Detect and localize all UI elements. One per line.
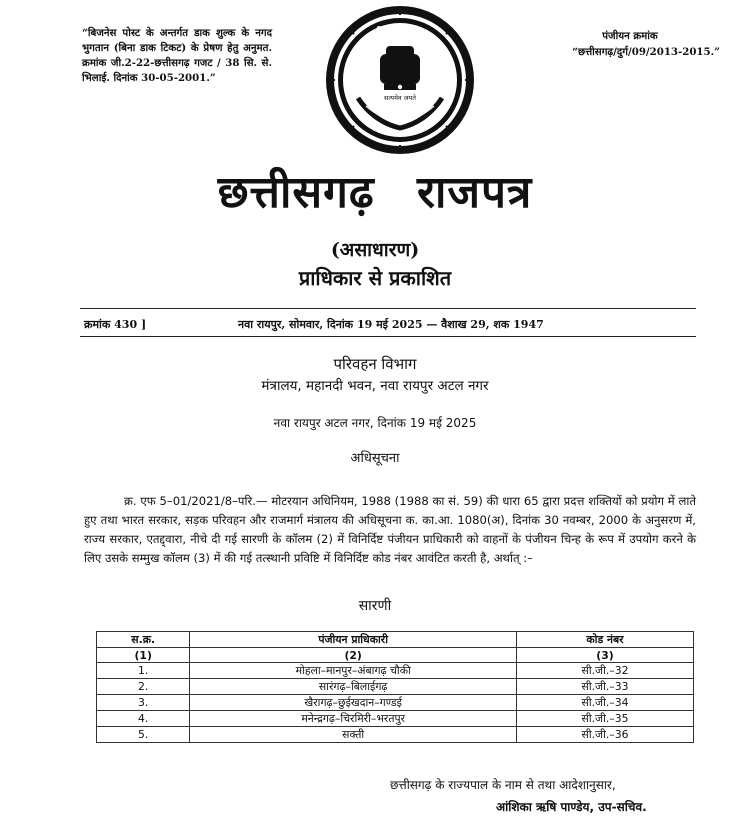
- seal-title: छत्तीसगढ़ शासन: [363, 21, 437, 46]
- top-rule: [80, 308, 696, 309]
- cell-serial: 1.: [97, 663, 190, 679]
- table-row: [97, 727, 694, 743]
- cell-code: सी.जी.–33: [516, 679, 693, 695]
- registration-label: पंजीयन क्रमांक: [602, 30, 658, 42]
- table-header-row: [97, 632, 694, 648]
- notice-title: अधिसूचना: [350, 451, 400, 466]
- header-serial: स.क्र.: [97, 632, 190, 648]
- department-address: मंत्रालय, महानदी भवन, नवा रायपुर अटल नगर: [261, 378, 489, 394]
- table-row: [97, 679, 694, 695]
- cell-authority: मोहला–मानपुर–अंबागढ़ चौकी: [190, 663, 517, 679]
- seal-motto: सत्यमेव जयते: [384, 94, 416, 102]
- issue-dateline: नवा रायपुर, सोमवार, दिनांक 19 मई 2025 — वैशाख 29, शक 1947: [238, 318, 544, 331]
- allocation-table: [96, 631, 694, 743]
- cell-serial: 3.: [97, 695, 190, 711]
- table-title: सारणी: [358, 598, 392, 614]
- state-seal-emblem: [322, 2, 478, 158]
- cell-code: सी.जी.–35: [516, 711, 693, 727]
- table-row: [97, 695, 694, 711]
- registration-block: [520, 28, 720, 60]
- table-row: [97, 711, 694, 727]
- table-column-number-row: [97, 648, 694, 663]
- postal-permit-note: “बिजनेस पोस्ट के अन्तर्गत डाक शुल्क के नगद भुगतान (बिना डाक टिकट) के प्रेषण हेतु अनुमत. क्रमांक जी.2-22-छत्तीसगढ़ गजट / 38 सि. से. भिलाई. दिनांक 30-05-2001.”: [82, 27, 272, 84]
- column-number: (2): [190, 648, 517, 663]
- notice-place-date: नवा रायपुर अटल नगर, दिनांक 19 मई 2025: [273, 416, 477, 430]
- cell-code: सी.जी.–34: [516, 695, 693, 711]
- notice-body: क्र. एफ 5–01/2021/8–परि.— मोटरयान अधिनियम, 1988 (1988 का सं. 59) की धारा 65 द्वारा प्रदत्त शक्तियों को प्रयोग में लाते हुए तथा भारत सरकार, सड़क परिवहन और राजमार्ग मंत्रालय की अधिसूचना क. का.आ. 1080(अ), दिनांक 30 नवम्बर, 2000 के अनुसरण में, राज्य सरकार, एतद्द्वारा, नीचे दी गई सारणी के कॉलम (2) में विनिर्दिष्ट पंजीयन प्राधिकारी को वाहनों के पंजीयन चिन्ह के रूप में उपयोग करने के लिए उसके सम्मुख कॉलम (3) में की गई तत्स्थानी प्रविष्टि में विनिर्दिष्ट कोड नंबर आवंटित करती है, अर्थात् :–: [84, 494, 696, 565]
- cell-code: सी.जी.–36: [516, 727, 693, 743]
- signatory: आंशिका ऋषि पाण्डेय, उप-सचिव.: [496, 800, 647, 814]
- cell-serial: 4.: [97, 711, 190, 727]
- cell-serial: 2.: [97, 679, 190, 695]
- cell-authority: मनेन्द्रगढ़–चिरमिरी–भरतपुर: [190, 711, 517, 727]
- published-by-authority: प्राधिकार से प्रकाशित: [298, 266, 452, 290]
- bottom-rule: [80, 336, 696, 337]
- governor-order-line: छत्तीसगढ़ के राज्यपाल के नाम से तथा आदेशानुसार,: [390, 778, 616, 792]
- issue-number: क्रमांक 430 ]: [84, 318, 147, 331]
- gazette-masthead: छत्तीसगढ़ राजपत्र: [217, 167, 533, 218]
- header-code: कोड नंबर: [516, 632, 693, 648]
- extraordinary-label: (असाधारण): [330, 239, 420, 261]
- department-name: परिवहन विभाग: [333, 355, 417, 373]
- cell-serial: 5.: [97, 727, 190, 743]
- cell-authority: खैरागढ़–छुईखदान–गण्डई: [190, 695, 517, 711]
- cell-authority: सक्ती: [190, 727, 517, 743]
- cell-code: सी.जी.–32: [516, 663, 693, 679]
- column-number: (3): [516, 648, 693, 663]
- cell-authority: सारंगढ़–बिलाईगढ़: [190, 679, 517, 695]
- table-row: [97, 663, 694, 679]
- header-authority: पंजीयन प्राधिकारी: [190, 632, 517, 648]
- registration-number: “छत्तीसगढ़/दुर्ग/09/2013-2015.”: [572, 46, 720, 58]
- column-number: (1): [97, 648, 190, 663]
